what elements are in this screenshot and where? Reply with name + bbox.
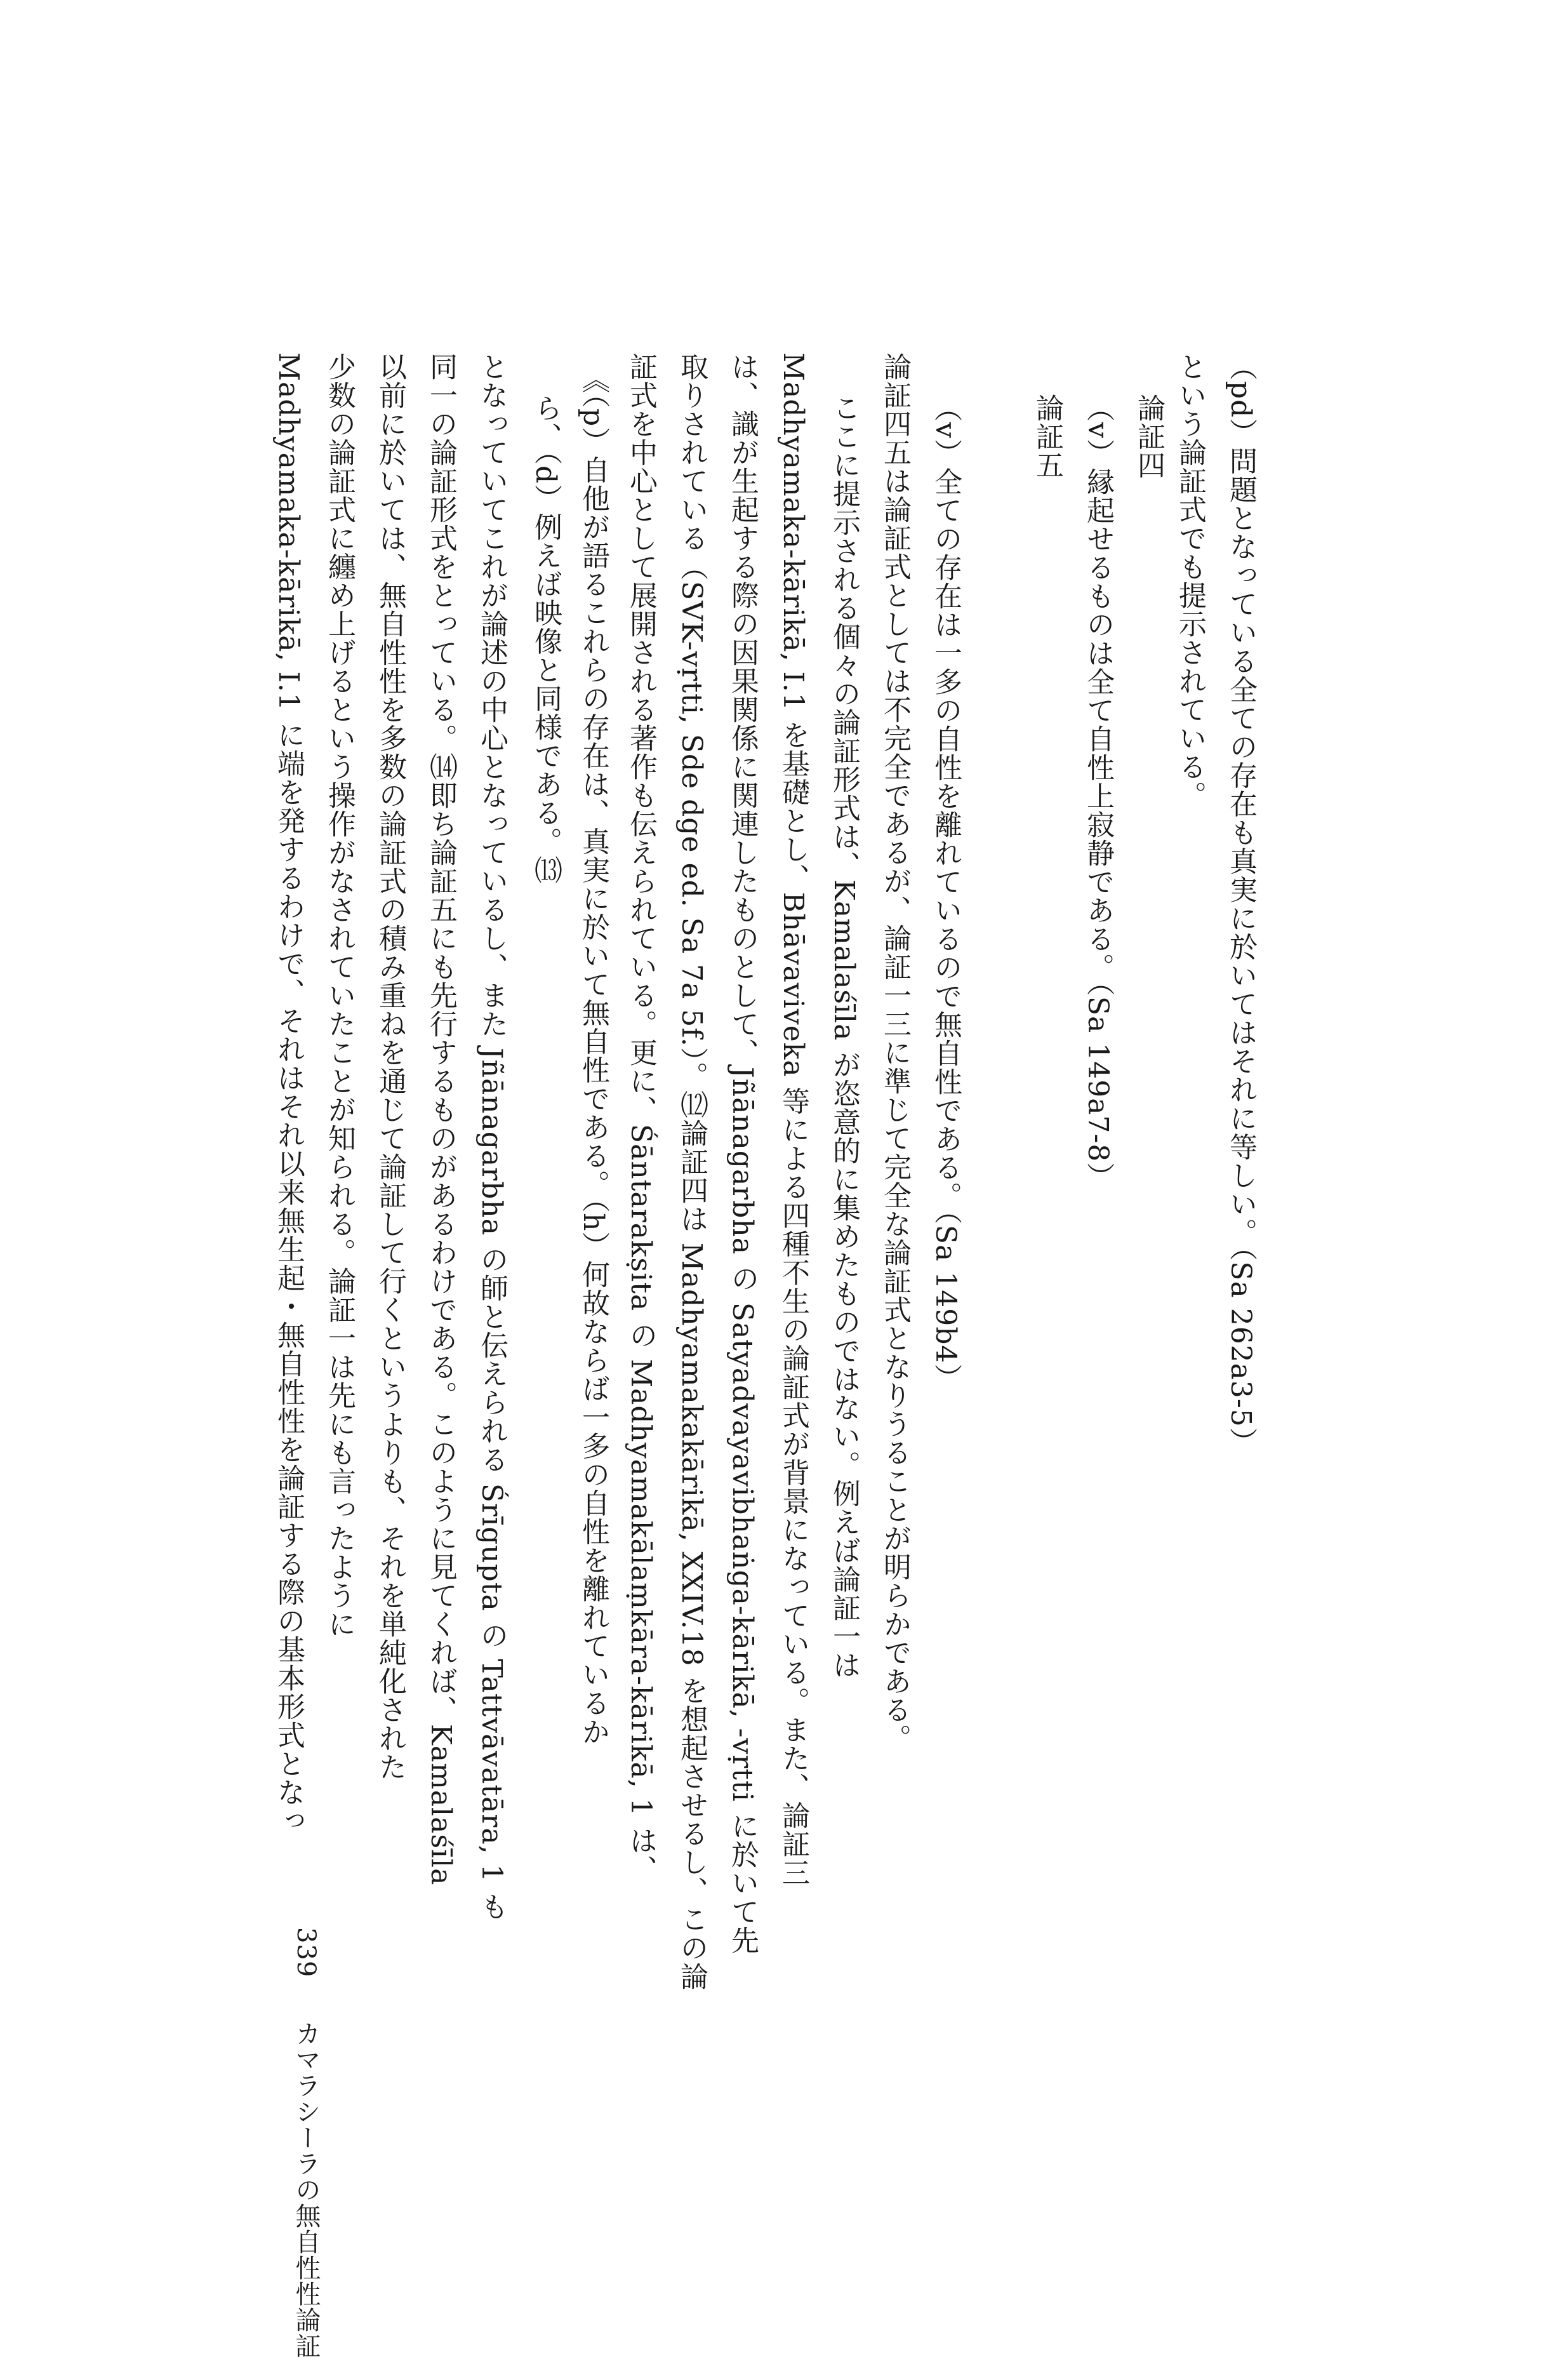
text-column-13: 《（p）自他が語るこれらの存在は、真実に於いて無自性である。（h）何故ならば一多の自性を離れているか (577, 365, 609, 1746)
text-column-19: Madhyamaka-kārikā, I.1 に端を発するわけで、それはそれ以来無生起・無自性性を論証する際の基本形式となっ (272, 352, 305, 1835)
page-footer (287, 1927, 325, 2359)
page-number: 339 (291, 1927, 321, 1978)
running-title: カマラシーラの無自性性論証 (291, 2020, 321, 2359)
text-column-9: Madhyamaka-kārikā, I.1 を基礎とし、Bhāvaviveka 等による四種不生の論証式が背景になっている。また、論証三 (777, 352, 809, 1887)
text-column-15: となっていてこれが論述の中心となっているし、また Jñānagarbha の師と伝えられる Śrīgupta の Tattvāvatāra, 1 も (475, 352, 508, 1921)
text-column-5: 論証五 (1031, 394, 1063, 479)
text-column-18: 少数の論証式に纏め上げるという操作がなされていたことが知られる。論証一は先にも言ったように (323, 352, 355, 1638)
text-column-7: 論証四五は論証式としては不完全であるが、論証一三に準じて完全な論証式となりうることが明らかである。 (879, 352, 911, 1753)
text-column-2: という論証式でも提示されている。 (1174, 352, 1206, 810)
text-column-10: は、識が生起する際の因果関係に関連したものとして、Jñānagarbha の Satyadvayavibhaṅga-kārikā, -vṛtti に於いて先 (726, 352, 759, 1955)
text-column-14: ら、（d）例えば映像と同様である。⒀ (529, 394, 562, 885)
text-column-1: （pd）問題となっている全ての存在も真実に於いてはそれに等しい。（Sa 262a3-5） (1225, 352, 1257, 1456)
text-column-17: 以前に於いては、無自性性を多数の論証式の積み重ねを通じて論証して行くというよりも、それを単純化された (374, 352, 406, 1781)
text-column-16: 同一の論証形式をとっている。⒁即ち論証五にも先行するものがあるわけである。このように見てくれば、Kamalaśīla (425, 352, 457, 1886)
text-column-4: （v）縁起せるものは全て自性上寂静である。（Sa 149a7-8） (1082, 394, 1114, 1191)
text-column-11: 取りされている（SVK-vṛtti, Sde dge ed. Sa 7a 5f.）。⑿論証四は Madhyamakakārikā, XXIV.18 を想起させるし、この論 (675, 352, 708, 1991)
text-column-8: ここに提示される個々の論証形式は、Kamalaśīla が恣意的に集めたものではない。例えば論証一は (828, 394, 860, 1680)
text-column-3: 論証四 (1133, 394, 1165, 479)
text-column-12: 証式を中心として展開される著作も伝えられている。更に、Śāntarakṣita の Madhyamakālaṃkāra-kārikā, 1 は、 (625, 352, 657, 1883)
text-column-6: （v）全ての存在は一多の自性を離れているので無自性である。（Sa 149b4） (929, 394, 962, 1393)
